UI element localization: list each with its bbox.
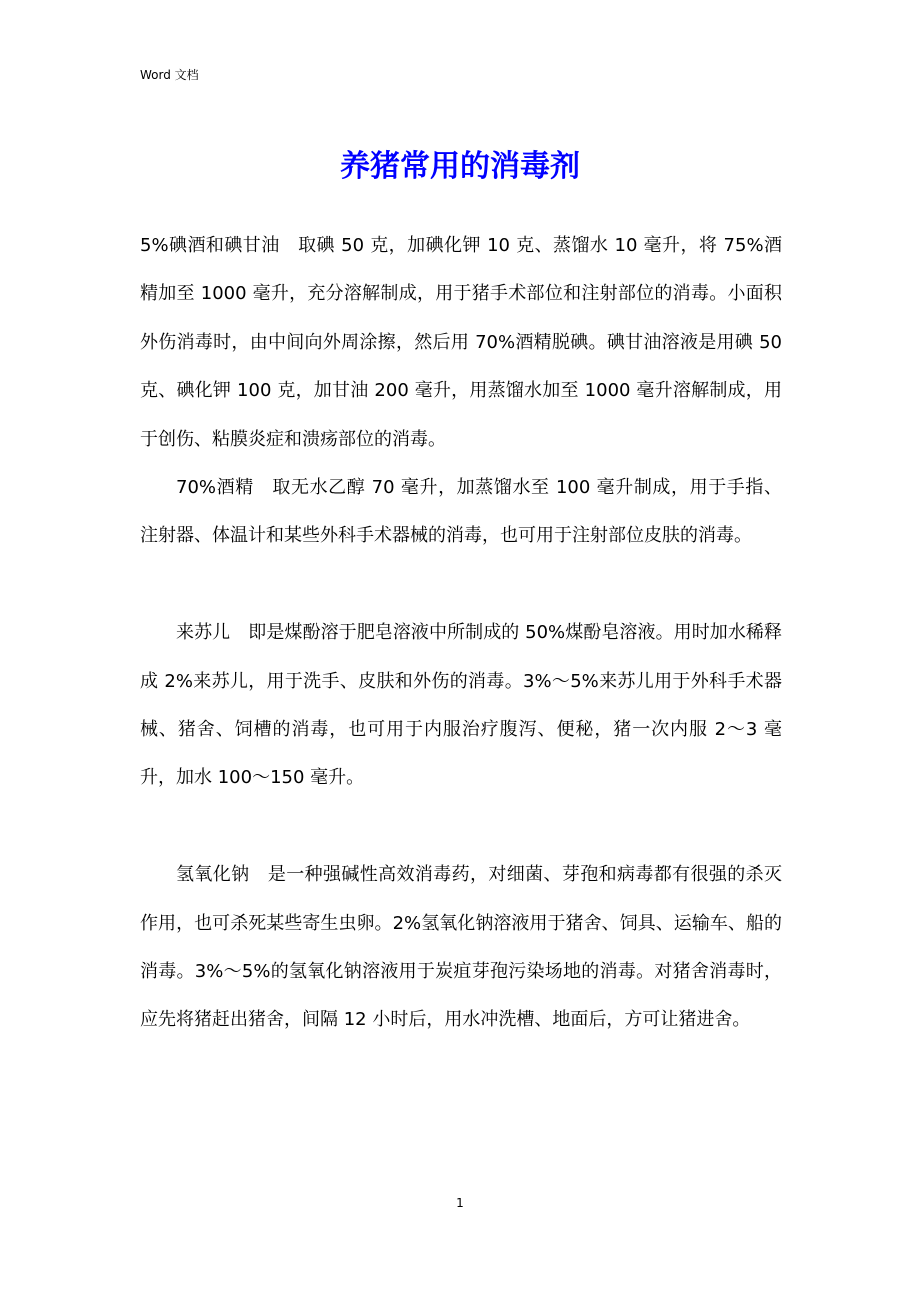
document-title: 养猪常用的消毒剂 [340,149,580,184]
paragraph-iodine: 5%碘酒和碘甘油 取碘 50 克，加碘化钾 10 克、蒸馏水 10 毫升，将 75%酒精加至 1000 毫升，充分溶解制成，用于猪手术部位和注射部位的消毒。小面积外伤消毒时，由中间向外周涂擦，然后用 70%酒精脱碘。碘甘油溶液是用碘 50 克、碘化钾 100 克，加甘油 200 毫升，用蒸馏水加至 1000 毫升溶解制成，用于创伤、粘膜炎症和溃疡部位的消毒。 [140,235,782,450]
document-body [140,222,782,1045]
document-header-label: Word 文档 [140,68,199,82]
page-number: 1 [456,1196,464,1210]
paragraph-sodium-hydroxide: 氢氧化钠 是一种强碱性高效消毒药，对细菌、芽孢和病毒都有很强的杀灭作用，也可杀死某些寄生虫卵。2%氢氧化钠溶液用于猪舍、饲具、运输车、船的消毒。3%～5%的氢氧化钠溶液用于炭疽芽孢污染场地的消毒。对猪舍消毒时，应先将猪赶出猪舍，间隔 12 小时后，用水冲洗槽、地面后，方可让猪进舍。 [140,864,782,1031]
paragraph-alcohol: 70%酒精 取无水乙醇 70 毫升，加蒸馏水至 100 毫升制成，用于手指、注射器、体温计和某些外科手术器械的消毒，也可用于注射部位皮肤的消毒。 [140,477,782,547]
paragraph-lysol: 来苏儿 即是煤酚溶于肥皂溶液中所制成的 50%煤酚皂溶液。用时加水稀释成 2%来苏儿，用于洗手、皮肤和外伤的消毒。3%～5%来苏儿用于外科手术器械、猪舍、饲槽的消毒，也可用于内服治疗腹泻、便秘，猪一次内服 2～3 毫升，加水 100～150 毫升。 [140,622,782,789]
